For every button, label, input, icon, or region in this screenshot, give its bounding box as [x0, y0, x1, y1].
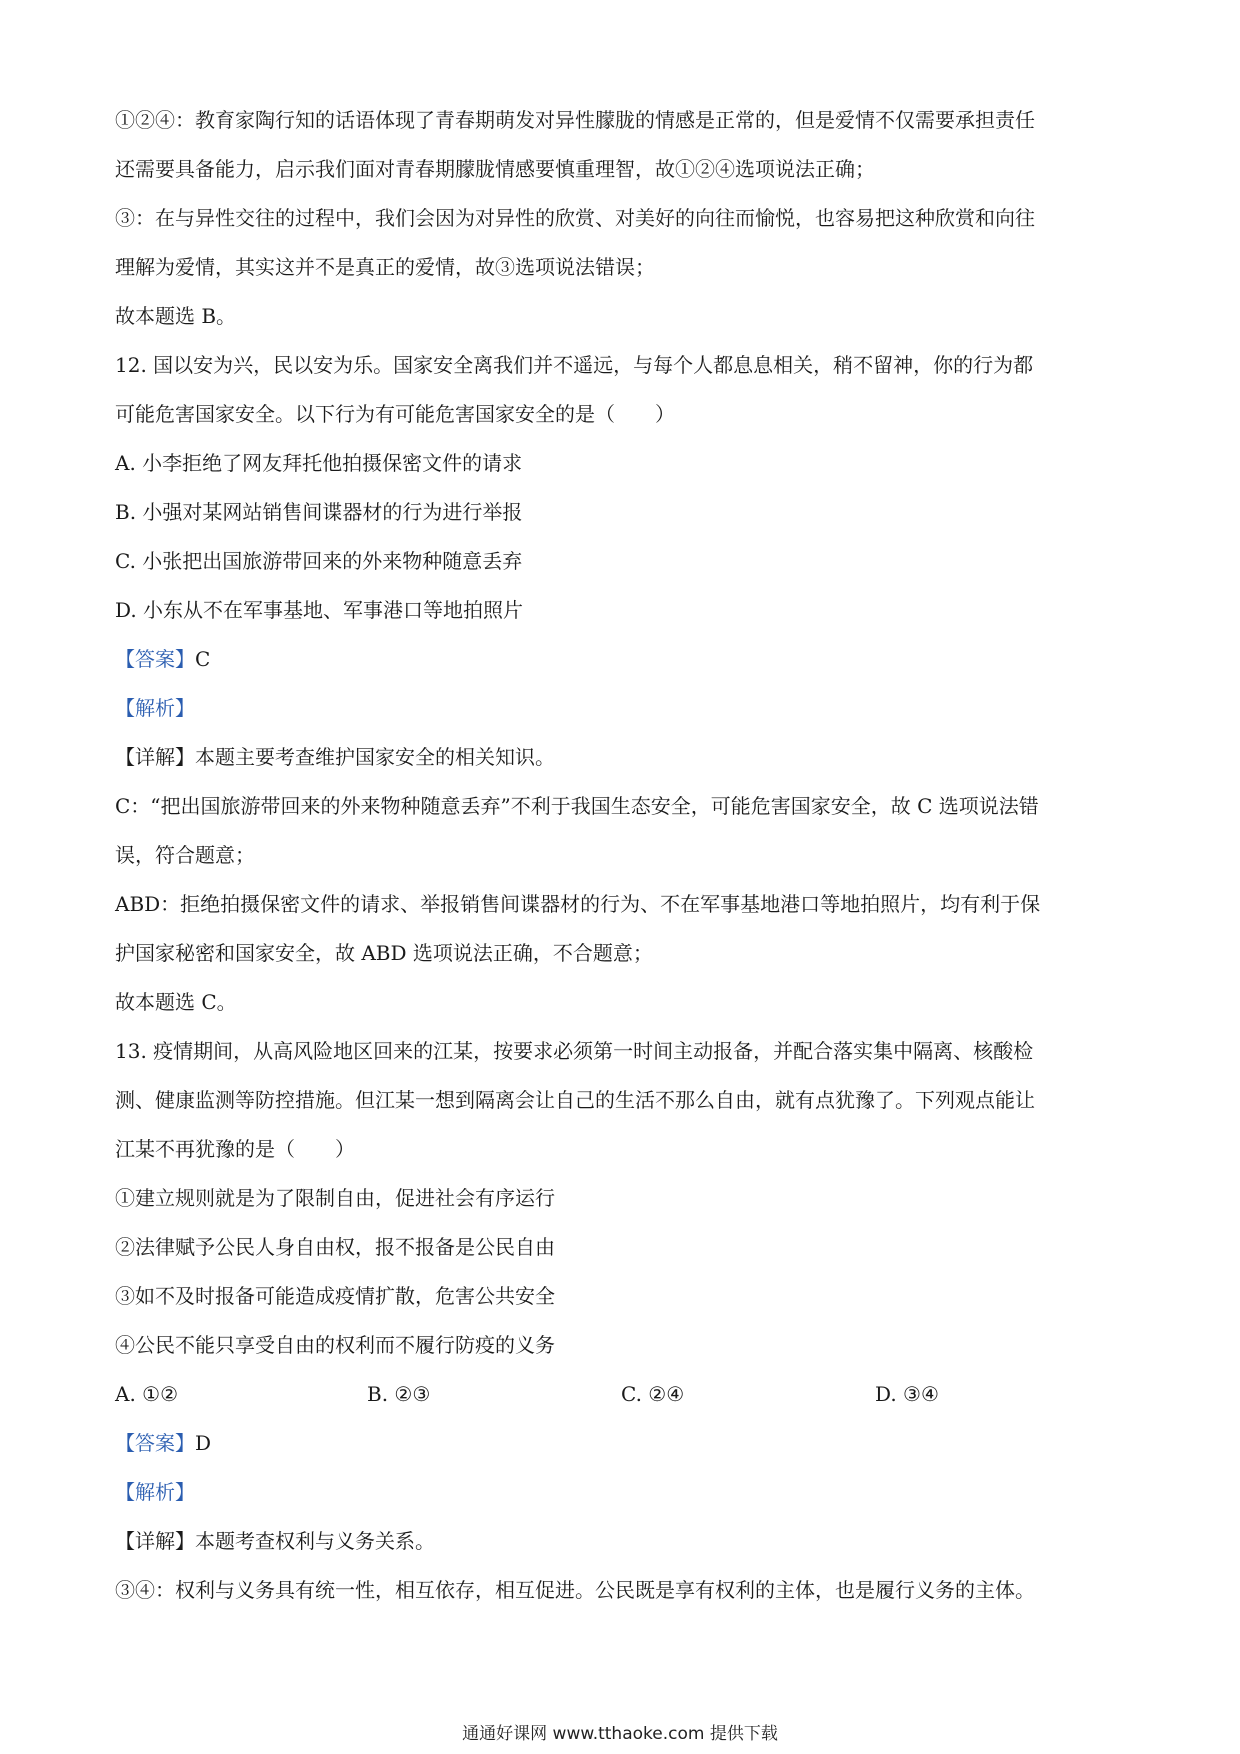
q13-options [115, 1370, 1125, 1419]
q11-conclusion: 故本题选 B。 [115, 304, 237, 328]
q13-option-b: B. ②③ [367, 1382, 431, 1406]
q12-answer-label: 【答案】 [115, 647, 195, 671]
q12-option-d: D. 小东从不在军事基地、军事港口等地拍照片 [115, 598, 524, 622]
q13-stem-line-3: 江某不再犹豫的是（ ） [115, 1137, 355, 1161]
q12-analysis-label: 【解析】 [115, 696, 195, 720]
q13-answer-value: D [195, 1431, 212, 1455]
q13-answer [115, 1419, 1125, 1468]
q13-detail-label: 【详解】 [115, 1529, 195, 1553]
q13-stem-line-1: 13. 疫情期间，从高风险地区回来的江某，按要求必须第一时间主动报备，并配合落实集中隔离、核酸检 [115, 1039, 1034, 1063]
q12-detail [115, 733, 1125, 782]
q12-explanation-2-line-2: 护国家秘密和国家安全，故 ABD 选项说法正确，不合题意； [115, 941, 653, 965]
q11-explanation-line-4: 理解为爱情，其实这并不是真正的爱情，故③选项说法错误； [115, 255, 655, 279]
q11-explanation-line-1: ①②④：教育家陶行知的话语体现了青春期萌发对异性朦胧的情感是正常的，但是爱情不仅需要承担责任 [115, 108, 1035, 132]
q13-analysis [115, 1468, 1125, 1517]
q13-statement-1: ①建立规则就是为了限制自由，促进社会有序运行 [115, 1186, 555, 1210]
q13-stem-line-2: 测、健康监测等防控措施。但江某一想到隔离会让自己的生活不那么自由，就有点犹豫了。下列观点能让 [115, 1088, 1035, 1112]
q12-explanation-2-line-1: ABD：拒绝拍摄保密文件的请求、举报销售间谍器材的行为、不在军事基地港口等地拍照片，均有利于保 [115, 892, 1041, 916]
q13-statement-2: ②法律赋予公民人身自由权，报不报备是公民自由 [115, 1235, 555, 1259]
q13-statement-4: ④公民不能只享受自由的权利而不履行防疫的义务 [115, 1333, 555, 1357]
q13-detail [115, 1517, 1125, 1566]
q12-stem-line-2: 可能危害国家安全。以下行为有可能危害国家安全的是（ ） [115, 402, 675, 426]
q13-explanation-1: ③④：权利与义务具有统一性，相互依存，相互促进。公民既是享有权利的主体，也是履行义务的主体。 [115, 1578, 1035, 1602]
q13-statement-3: ③如不及时报备可能造成疫情扩散，危害公共安全 [115, 1284, 555, 1308]
q12-explanation-1-line-1: C：“把出国旅游带回来的外来物种随意丢弃”不利于我国生态安全，可能危害国家安全，故 C 选项说法错 [115, 794, 1039, 818]
q12-answer-value: C [195, 647, 211, 671]
q12-detail-text: 本题主要考查维护国家安全的相关知识。 [195, 745, 555, 769]
q13-answer-label: 【答案】 [115, 1431, 195, 1455]
q12-stem-line-1: 12. 国以安为兴，民以安为乐。国家安全离我们并不遥远，与每个人都息息相关，稍不留神，你的行为都 [115, 353, 1034, 377]
q12-explanation-1-line-2: 误，符合题意； [115, 843, 255, 867]
q12-option-c: C. 小张把出国旅游带回来的外来物种随意丢弃 [115, 549, 523, 573]
page-footer: 通通好课网 www.tthaoke.com 提供下载 [462, 1724, 778, 1744]
q11-explanation-line-3: ③：在与异性交往的过程中，我们会因为对异性的欣赏、对美好的向往而愉悦，也容易把这种欣赏和向往 [115, 206, 1035, 230]
q12-option-a: A. 小李拒绝了网友拜托他拍摄保密文件的请求 [115, 451, 523, 475]
q12-answer [115, 635, 1125, 684]
q13-option-d: D. ③④ [875, 1382, 939, 1406]
q12-conclusion: 故本题选 C。 [115, 990, 237, 1014]
q12-analysis [115, 684, 1125, 733]
q12-detail-label: 【详解】 [115, 745, 195, 769]
q13-detail-text: 本题考查权利与义务关系。 [195, 1529, 435, 1553]
q13-option-c: C. ②④ [621, 1382, 685, 1406]
q13-analysis-label: 【解析】 [115, 1480, 195, 1504]
q12-option-b: B. 小强对某网站销售间谍器材的行为进行举报 [115, 500, 523, 524]
document-page [115, 96, 1125, 1615]
q13-option-a: A. ①② [115, 1382, 179, 1406]
q11-explanation-line-2: 还需要具备能力，启示我们面对青春期朦胧情感要慎重理智，故①②④选项说法正确； [115, 157, 875, 181]
